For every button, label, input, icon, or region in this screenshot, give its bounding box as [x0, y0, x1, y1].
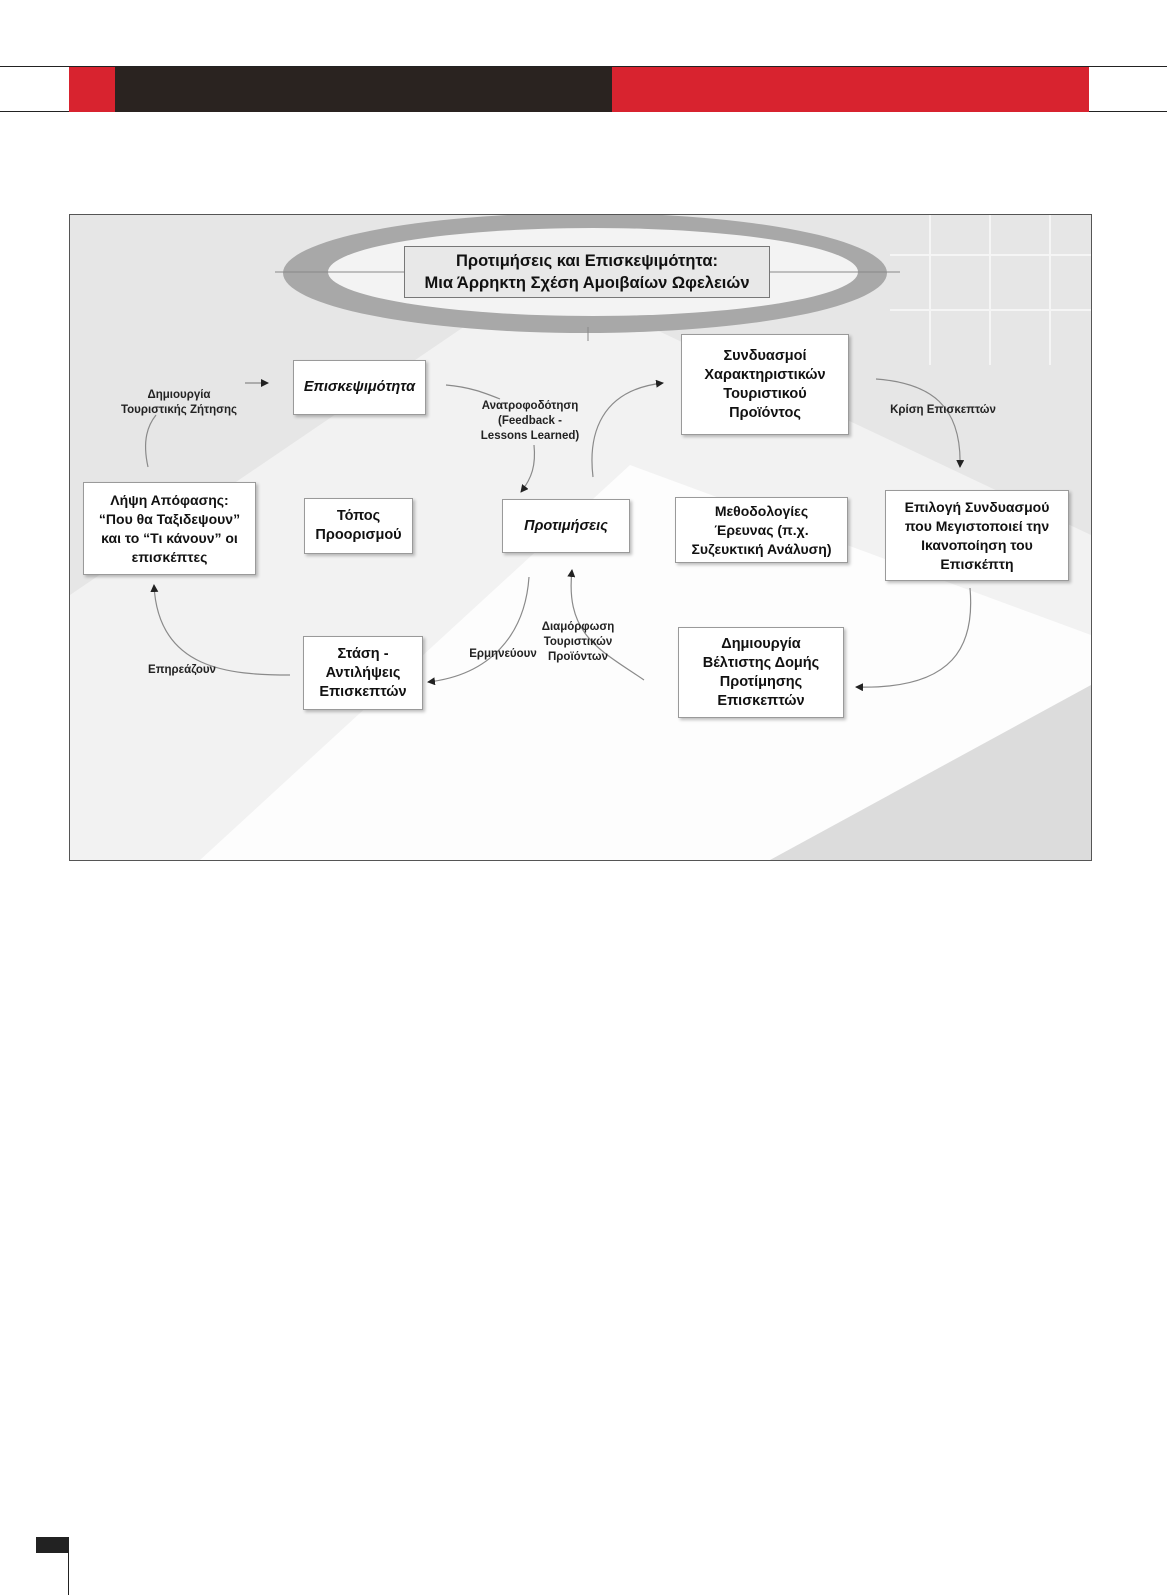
arrow-decision-to-demand: [146, 415, 156, 467]
diagram-title: Προτιμήσεις και Επισκεψιμότητα: Μια Άρρηκτη Σχέση Αμοιβαίων Ωφελειών: [404, 246, 770, 298]
node-stasi: Στάση - Αντιλήψεις Επισκεπτών: [303, 636, 423, 710]
node-syndyasmoi: Συνδυασμοί Χαρακτηριστικών Τουριστικού Προϊόντος: [681, 334, 849, 435]
node-episkepsimotita: Επισκεψιμότητα: [293, 360, 426, 415]
header-dark-bar: [115, 67, 612, 112]
label-diamorfosi: Διαμόρφωση Τουριστικών Προϊόντων: [541, 621, 615, 663]
label-ermineuoun: Ερμηνεύουν: [469, 648, 537, 660]
node-protimiseis: Προτιμήσεις: [502, 499, 630, 553]
diagram-figure: [69, 214, 1092, 861]
header-red-block-left: [69, 67, 115, 112]
label-anatrofodotisi: Ανατροφοδότηση (Feedback - Lessons Learned): [480, 400, 580, 442]
node-topos: Τόπος Προορισμού: [304, 498, 413, 554]
label-epireazoun: Επηρεάζουν: [148, 664, 216, 676]
node-dimiourgia-domis: Δημιουργία Βέλτιστης Δομής Προτίμησης Επισκεπτών: [678, 627, 844, 718]
node-epilogi: Επιλογή Συνδυασμού που Μεγιστοποιεί την Ικανοποίηση του Επισκέπτη: [885, 490, 1069, 581]
arrow-attitude-to-decision: [154, 585, 290, 675]
node-methodologies: Μεθοδολογίες Έρευνας (π.χ. Συζευκτική Ανάλυση): [675, 497, 848, 563]
label-krisi: Κρίση Επισκεπτών: [890, 404, 996, 416]
node-lipsi-apofasis: Λήψη Απόφασης: “Που θα Ταξιδεψουν” και το “Τι κάνουν” οι επισκέπτες: [83, 482, 256, 575]
arrow-feedback-to-preferences: [521, 445, 534, 492]
arrow-judgement: [876, 379, 960, 467]
header-red-bar: [612, 67, 1089, 112]
label-dimiourgia-zitisis: Δημιουργία Τουριστικής Ζήτησης: [120, 389, 238, 416]
page-corner-line: [68, 1537, 69, 1595]
arrow-feedback: [446, 385, 500, 399]
arrow-preferences-to-attitude: [428, 577, 529, 682]
arrow-choice-to-structure: [856, 588, 971, 687]
page-corner-tab: [36, 1537, 69, 1553]
arrow-preferences-to-combinations: [592, 383, 663, 477]
